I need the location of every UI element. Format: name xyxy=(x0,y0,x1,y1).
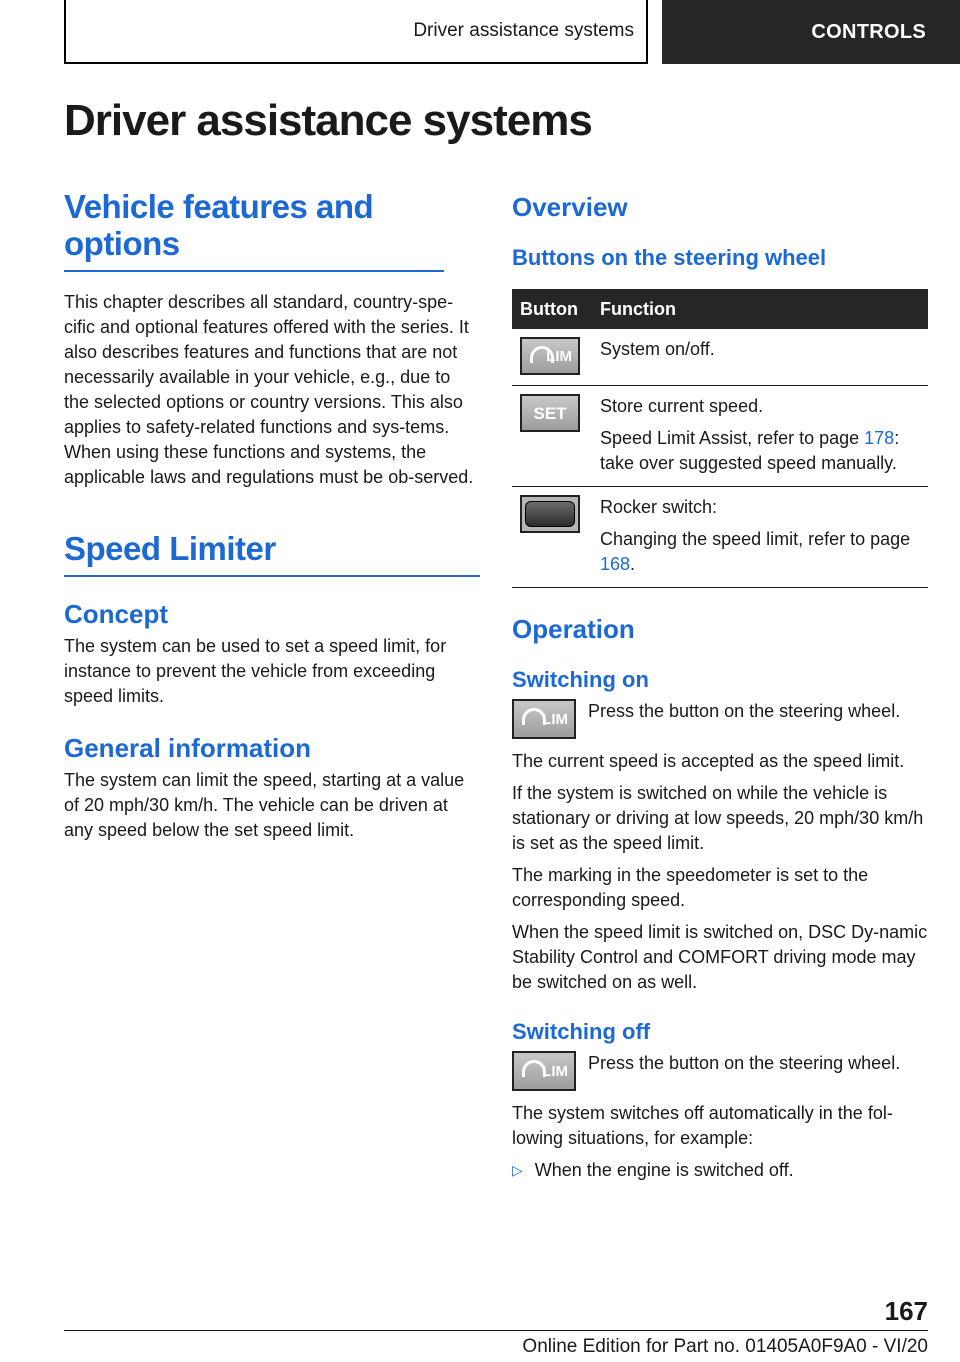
bullet-arrow-icon: ▷ xyxy=(512,1162,523,1178)
right-column xyxy=(512,188,928,1183)
general-information-heading: General information xyxy=(64,733,312,763)
operation-heading: Operation xyxy=(512,614,635,644)
row2-ref-text: Speed Limit Assist, refer to page xyxy=(600,428,865,448)
overview-heading: Overview xyxy=(512,192,628,222)
row2-ref-suffix: : take over suggested speed manually. xyxy=(600,428,900,473)
switching-on-p3: The marking in the speedometer is set to the corresponding speed. xyxy=(512,865,869,910)
set-label: SET xyxy=(533,403,567,423)
footer-edition: Online Edition for Part no. 01405A0F9A0 - VI/20 xyxy=(522,1336,928,1357)
lim-button-icon xyxy=(512,1051,576,1091)
switching-off-heading: Switching off xyxy=(512,1019,651,1044)
bullet-text: When the engine is switched off. xyxy=(534,1160,794,1180)
gauge-icon xyxy=(522,1060,546,1077)
row3-ref-suffix: . xyxy=(630,554,636,574)
general-information-text: The system can limit the speed, starting at a value of 20 mph/30 km/h. The vehicle can be driven at any speed below the set speed limit. xyxy=(64,770,465,840)
table-row xyxy=(512,386,928,487)
header-chapter-tab xyxy=(662,0,960,64)
lim-label: LIM xyxy=(542,710,568,728)
lim-button-icon xyxy=(520,337,580,375)
page-168-link[interactable]: 168 xyxy=(600,554,631,574)
header-chapter-label: CONTROLS xyxy=(811,20,926,43)
row2-function-line2 xyxy=(600,426,920,476)
table-header-button: Button xyxy=(512,289,592,329)
buttons-table xyxy=(512,289,928,588)
header-section-title xyxy=(64,0,648,64)
switching-on-p4: When the speed limit is switched on, DSC Dy-namic Stability Control and COMFORT driving mode may be switched on as well. xyxy=(512,922,928,992)
buttons-heading: Buttons on the steering wheel xyxy=(512,245,827,270)
lim-button-icon xyxy=(512,699,576,739)
row3-ref-text: Changing the speed limit, refer to page xyxy=(600,529,911,549)
concept-text: The system can be used to set a speed limit, for instance to prevent the vehicle from exceeding speed limits. xyxy=(64,636,447,706)
row3-function-line2 xyxy=(600,527,920,577)
speed-limiter-heading: Speed Limiter xyxy=(64,530,480,577)
lim-label: LIM xyxy=(546,347,572,365)
header-section-label: Driver assistance systems xyxy=(413,20,634,41)
page-title: Driver assistance systems xyxy=(64,96,592,145)
row2-function-line1: Store current speed. xyxy=(600,396,764,416)
lim-label: LIM xyxy=(542,1062,568,1080)
switching-off-p1: The system switches off automatically in the fol-lowing situations, for example: xyxy=(512,1103,893,1148)
rocker-switch-icon xyxy=(520,495,580,533)
page-178-link[interactable]: 178 xyxy=(864,428,895,448)
switching-on-instruction xyxy=(512,699,928,739)
row1-function: System on/off. xyxy=(600,339,715,359)
left-column xyxy=(64,188,480,843)
switching-on-p1: The current speed is accepted as the speed limit. xyxy=(512,751,905,771)
switching-on-heading: Switching on xyxy=(512,667,649,692)
gauge-icon xyxy=(522,708,546,725)
rocker-bar-shape xyxy=(525,501,575,527)
concept-heading: Concept xyxy=(64,599,168,629)
vehicle-features-heading: Vehicle features and options xyxy=(64,188,444,272)
table-row xyxy=(512,487,928,588)
switching-off-press: Press the button on the steering wheel. xyxy=(588,1053,901,1073)
gauge-icon xyxy=(530,346,554,363)
switching-off-instruction xyxy=(512,1051,928,1091)
set-button-icon xyxy=(520,394,580,432)
table-header-row xyxy=(512,289,928,329)
row3-function-line1: Rocker switch: xyxy=(600,497,718,517)
list-item xyxy=(512,1158,928,1183)
vehicle-features-text: This chapter describes all standard, country-spe-cific and optional features offered with the series. It also describes features and functions that are not necessarily available in your vehicle, e.g., due to the selected options or country versions. This also applies to safety-related functions and sys-tems. When using these functions and systems, the applicable laws and regulations must be ob-served. xyxy=(64,292,474,487)
switching-on-press: Press the button on the steering wheel. xyxy=(588,701,901,721)
table-row xyxy=(512,329,928,386)
page-number: 167 xyxy=(884,1296,928,1326)
switching-on-p2: If the system is switched on while the vehicle is stationary or driving at low speeds, 20 mph/30 km/h is set as the speed limit. xyxy=(512,783,924,853)
table-header-function: Function xyxy=(592,289,928,329)
footer-divider xyxy=(64,1330,928,1331)
